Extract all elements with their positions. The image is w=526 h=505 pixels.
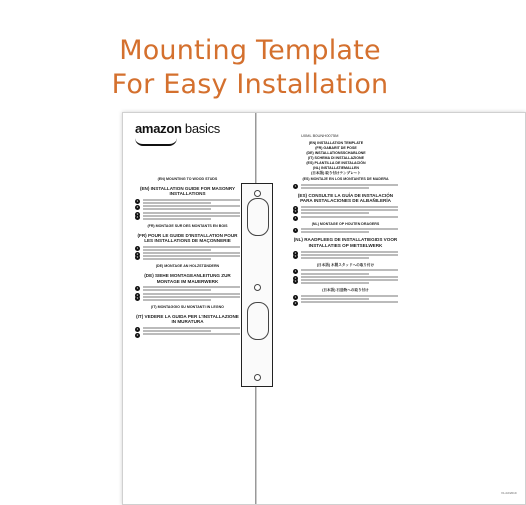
- instruction-step: [293, 301, 398, 306]
- text-line: [301, 187, 369, 189]
- text-line: [143, 289, 211, 291]
- text-line: [143, 212, 240, 214]
- title-list: [301, 141, 371, 176]
- instruction-step: [293, 269, 398, 274]
- title-ja: (日本語) 取り付けテンプレート: [311, 171, 361, 175]
- step-number-icon: 2: [136, 333, 139, 338]
- text-line: [301, 228, 398, 230]
- section-heading: (NL) MONTAGE OP HOUTEN DRAGERS: [311, 221, 380, 226]
- text-line: [143, 249, 211, 251]
- text-line: [143, 199, 240, 201]
- instruction-step: [135, 205, 240, 210]
- instruction-step: [293, 279, 398, 284]
- logo-brand: amazon: [135, 121, 182, 136]
- instruction-step: [135, 296, 240, 301]
- document-id: U0ML B0UNH0075M: [301, 133, 339, 138]
- instruction-step: [135, 215, 240, 220]
- headline-line-1: Mounting Template: [119, 35, 381, 66]
- step-number-icon: 2: [136, 292, 139, 297]
- text-line: [301, 206, 398, 208]
- text-line: [143, 333, 240, 335]
- instruction-step: [293, 216, 398, 218]
- instruction-step: [293, 209, 398, 214]
- text-line: [301, 301, 398, 303]
- text-line: [143, 327, 240, 329]
- text-line: [301, 251, 398, 253]
- section-heading: (DE) MONTAGE AN HOLZSTÄNDERN: [155, 264, 220, 269]
- step-number-icon: 3: [136, 295, 139, 300]
- instruction-step: [135, 286, 240, 291]
- text-line: [143, 255, 240, 257]
- section-heading: (FR) POUR LE GUIDE D'INSTALLATION POUR LES INSTALLATIONS DE MAÇONNERIE: [137, 232, 238, 244]
- upper-cutout: [247, 198, 269, 236]
- instruction-step: [135, 327, 240, 332]
- right-instructions-column: [293, 173, 398, 304]
- text-line: [301, 282, 369, 284]
- instruction-step: [293, 276, 398, 278]
- text-line: [143, 208, 211, 210]
- text-line: [143, 246, 240, 248]
- section-heading: (ES) CONSULTE LA GUÍA DE INSTALACIÓN PARA INSTALACIONES DE ALBAÑILERÍA: [297, 192, 394, 204]
- section-heading: (DE) SIEHE MONTAGEANLEITUNG ZUR MONTAGE IM MAUERWERK: [144, 273, 231, 284]
- step-number-icon: 1: [294, 294, 297, 299]
- section-heading: (NL) RAADPLEEG DE INSTALLATIEGIDS VOOR INSTALLATIES OP METSELWERK: [293, 237, 398, 248]
- template-sheet: [122, 112, 526, 505]
- step-number-icon: 1: [294, 183, 297, 188]
- step-number-icon: 2: [136, 205, 139, 210]
- screw-hole-icon: [254, 284, 261, 291]
- text-line: [301, 231, 369, 233]
- title-en: (EN) INSTALLATION TEMPLATE: [308, 141, 364, 145]
- left-instructions-column: [135, 173, 240, 336]
- step-number-icon: 3: [294, 279, 297, 284]
- text-line: [143, 286, 240, 288]
- instruction-step: [293, 228, 398, 233]
- step-number-icon: 2: [294, 275, 297, 280]
- section-heading: (FR) MONTAGE SUR DES MONTANTS EN BOIS: [147, 223, 228, 228]
- step-number-icon: 1: [136, 245, 139, 250]
- text-line: [143, 218, 211, 220]
- section-heading: (IT) MONTAGGIO SU MONTANTI IN LEGNO: [151, 304, 224, 309]
- text-line: [143, 252, 240, 254]
- text-line: [143, 299, 211, 301]
- headline-line-2: For Easy Installation: [111, 69, 389, 100]
- step-number-icon: 1: [294, 269, 297, 274]
- instruction-step: [135, 333, 240, 338]
- title-de: (DE) INSTALLATIONSSCHABLONE: [306, 151, 366, 155]
- text-line: [143, 258, 211, 260]
- step-number-icon: 3: [136, 255, 139, 260]
- instruction-step: [135, 246, 240, 251]
- screw-hole-icon: [254, 190, 261, 197]
- text-line: [301, 257, 369, 259]
- step-number-icon: 4: [294, 215, 297, 220]
- text-line: [301, 295, 398, 297]
- instruction-step: [135, 255, 240, 260]
- text-line: [143, 296, 240, 298]
- step-number-icon: 3: [294, 253, 297, 258]
- text-line: [143, 215, 240, 217]
- step-number-icon: 2: [294, 250, 297, 255]
- text-line: [301, 276, 398, 278]
- instruction-step: [293, 206, 398, 208]
- page-number: V1-02/2019: [501, 491, 517, 495]
- instruction-step: [293, 254, 398, 259]
- instruction-step: [135, 212, 240, 214]
- step-number-icon: 2: [136, 252, 139, 257]
- text-line: [301, 184, 398, 186]
- section-heading: (EN) MOUNTING TO WOOD STUDS: [157, 177, 218, 181]
- logo-smile-icon: [135, 138, 177, 146]
- section-heading: (日本語) 石造物への取り付け: [322, 288, 369, 293]
- section-heading: (IT) VEDERE LA GUIDA PER L'INSTALLAZIONE IN MURATURA: [136, 313, 239, 325]
- step-number-icon: 3: [294, 209, 297, 214]
- text-line: [301, 269, 398, 271]
- step-number-icon: 1: [136, 326, 139, 331]
- section-heading: (ES) MONTAJE EN LOS MONTANTES DE MADERA: [302, 177, 389, 181]
- title-es: (ES) PLANTILLA DE INSTALACIÓN: [306, 161, 366, 165]
- step-number-icon: 2: [294, 301, 297, 306]
- section-heading: (日本語) 木製スタッドへの取り付け: [316, 262, 375, 267]
- step-number-icon: 1: [136, 286, 139, 291]
- lower-cutout: [247, 302, 269, 340]
- text-line: [301, 254, 398, 256]
- text-line: [301, 273, 369, 275]
- section-heading: (EN) INSTALLATION GUIDE FOR MASONRY INSTALLATIONS: [139, 185, 236, 197]
- instruction-step: [293, 251, 398, 253]
- instruction-step: [135, 199, 240, 204]
- text-line: [301, 212, 369, 214]
- step-number-icon: 1: [294, 228, 297, 233]
- mounting-plate-outline: [241, 183, 273, 387]
- text-line: [143, 205, 240, 207]
- text-line: [301, 298, 369, 300]
- logo-sub: basics: [184, 121, 220, 136]
- instruction-step: [293, 184, 398, 189]
- text-line: [143, 202, 211, 204]
- text-line: [301, 209, 398, 211]
- text-line: [301, 279, 398, 281]
- title-it: (IT) SCHEMA DI INSTALLAZIONE: [307, 156, 365, 160]
- instruction-step: [293, 295, 398, 300]
- instruction-step: [135, 252, 240, 257]
- step-number-icon: 1: [136, 198, 139, 203]
- text-line: [143, 293, 240, 295]
- screw-hole-icon: [254, 374, 261, 381]
- amazon-basics-logo: [135, 121, 220, 136]
- instruction-step: [135, 293, 240, 295]
- step-number-icon: 3: [136, 211, 139, 216]
- step-number-icon: 4: [136, 214, 139, 219]
- title-nl: (NL) INSTALLATIEMALLEN: [313, 166, 359, 170]
- step-number-icon: 2: [294, 205, 297, 210]
- title-fr: (FR) GABARIT DE POSE: [315, 146, 357, 150]
- text-line: [301, 216, 398, 218]
- text-line: [143, 330, 211, 332]
